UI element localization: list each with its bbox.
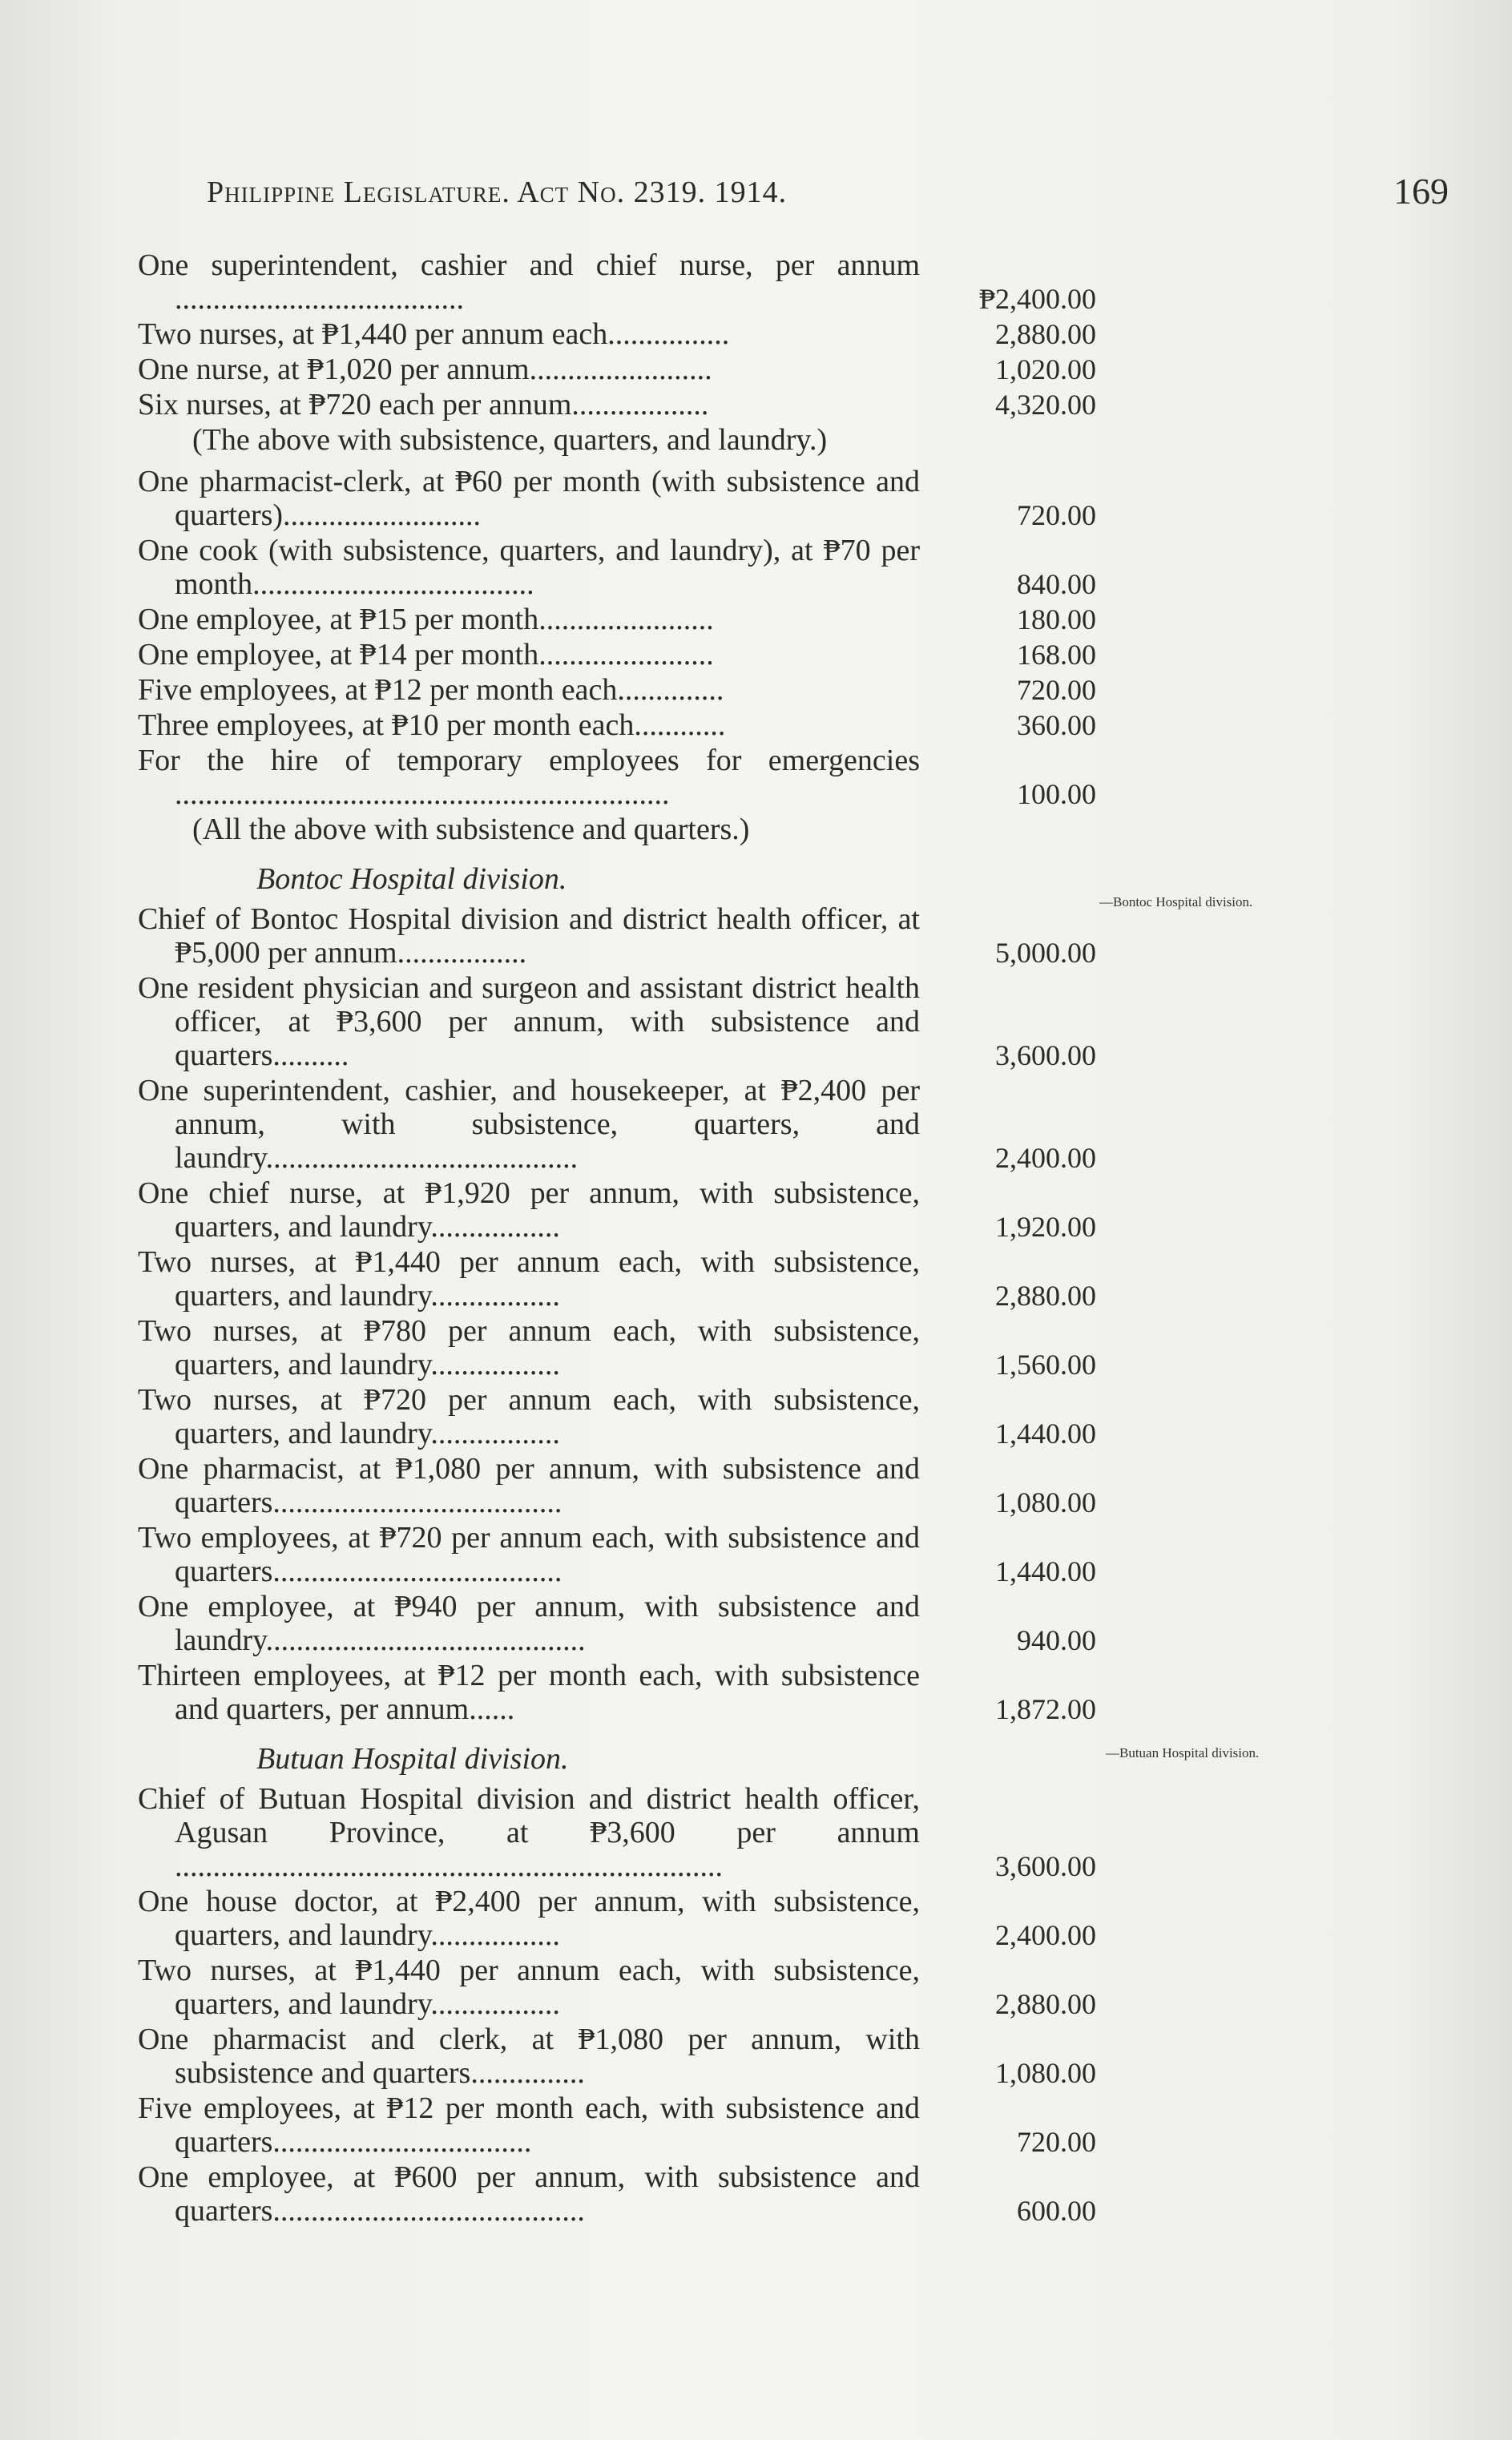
line-item — [138, 1176, 1131, 1244]
line-item-amount: ₱2,400.00 — [978, 283, 1096, 315]
line-item-description: One employee, at ₱600 per annum, with subsistence and quarters......................................... — [138, 2160, 920, 2228]
line-item — [138, 317, 1131, 351]
line-item — [138, 708, 1131, 742]
line-item-amount: 720.00 — [1017, 674, 1096, 706]
line-item — [138, 1782, 1131, 1883]
line-item-amount: 940.00 — [1017, 1624, 1096, 1656]
line-item — [138, 1659, 1131, 1726]
line-item — [138, 1590, 1131, 1657]
line-item — [138, 388, 1131, 421]
line-item — [138, 673, 1131, 707]
line-item — [138, 353, 1131, 386]
line-item-description: Two employees, at ₱720 per annum each, with subsistence and quarters...................................... — [138, 1521, 920, 1588]
section-heading-bontoc: Bontoc Hospital division. — [256, 862, 567, 896]
line-item-description: Chief of Butuan Hospital division and district health officer, Agusan Province, at ₱3,600 per annum ........................................................................ — [138, 1782, 920, 1883]
line-item — [138, 744, 1131, 811]
line-item-description: One pharmacist-clerk, at ₱60 per month (with subsistence and quarters).......................... — [138, 465, 920, 532]
line-item-description: Five employees, at ₱12 per month each, with subsistence and quarters.................................. — [138, 2091, 920, 2159]
line-item-description: Thirteen employees, at ₱12 per month each, with subsistence and quarters, per annum...... — [138, 1659, 920, 1726]
margin-note-bontoc: —Bontoc Hospital division. — [1099, 894, 1253, 909]
line-item-description: Two nurses, at ₱780 per annum each, with subsistence, quarters, and laundry................. — [138, 1314, 920, 1381]
line-item-description: One pharmacist and clerk, at ₱1,080 per annum, with subsistence and quarters............... — [138, 2023, 920, 2090]
line-item-description: One pharmacist, at ₱1,080 per annum, with subsistence and quarters...................................... — [138, 1452, 920, 1519]
line-item-amount: 1,020.00 — [995, 353, 1096, 385]
line-item — [138, 1245, 1131, 1313]
line-item-amount: 720.00 — [1017, 499, 1096, 531]
parenthetical-note: (The above with subsistence, quarters, and laundry.) — [192, 423, 828, 457]
line-item-amount: 2,400.00 — [995, 1142, 1096, 1174]
section-heading-butuan: Butuan Hospital division. — [256, 1742, 569, 1776]
line-item-amount: 1,080.00 — [995, 1486, 1096, 1518]
line-item — [138, 2091, 1131, 2159]
line-item-description: One house doctor, at ₱2,400 per annum, with subsistence, quarters, and laundry................. — [138, 1885, 920, 1952]
line-item-amount: 840.00 — [1017, 568, 1096, 600]
line-item-amount: 3,600.00 — [995, 1039, 1096, 1071]
line-item-amount: 100.00 — [1017, 778, 1096, 810]
line-item-amount: 2,400.00 — [995, 1919, 1096, 1951]
line-item-description: Six nurses, at ₱720 each per annum.................. — [138, 388, 709, 421]
line-item-description: Two nurses, at ₱720 per annum each, with subsistence, quarters, and laundry................. — [138, 1383, 920, 1450]
line-item-amount: 1,440.00 — [995, 1418, 1096, 1450]
page-number: 169 — [1393, 171, 1449, 212]
line-item — [138, 902, 1131, 970]
line-item — [138, 1314, 1131, 1381]
line-item — [138, 1074, 1131, 1175]
line-item-amount: 1,872.00 — [995, 1693, 1096, 1725]
line-item-description: One cook (with subsistence, quarters, and laundry), at ₱70 per month..................................... — [138, 534, 920, 601]
line-item — [138, 2023, 1131, 2090]
line-item-description: One superintendent, cashier, and housekeeper, at ₱2,400 per annum, with subsistence, quarters, and laundry......................................... — [138, 1074, 920, 1175]
line-item-amount: 168.00 — [1017, 639, 1096, 671]
line-item-amount: 2,880.00 — [995, 1988, 1096, 2020]
line-item-amount: 4,320.00 — [995, 389, 1096, 421]
line-item-description: For the hire of temporary employees for emergencies ................................................................. — [138, 744, 920, 811]
line-item-amount: 1,560.00 — [995, 1349, 1096, 1381]
line-item-description: One chief nurse, at ₱1,920 per annum, with subsistence, quarters, and laundry................. — [138, 1176, 920, 1244]
line-item-description: Two nurses, at ₱1,440 per annum each................ — [138, 317, 730, 351]
line-item-amount: 1,080.00 — [995, 2057, 1096, 2089]
line-item — [138, 465, 1131, 532]
line-item-description: One resident physician and surgeon and assistant district health officer, at ₱3,600 per annum, with subsistence and quarters.......... — [138, 971, 920, 1072]
line-item-amount: 720.00 — [1017, 2126, 1096, 2158]
line-item-description: Five employees, at ₱12 per month each.............. — [138, 673, 724, 707]
line-item-amount: 2,880.00 — [995, 318, 1096, 350]
line-item-description: One superintendent, cashier and chief nurse, per annum ...................................... — [138, 248, 920, 316]
running-title: Philippine Legislature. Act No. 2319. 1914. — [207, 175, 788, 209]
line-item — [138, 1521, 1131, 1588]
line-item-amount: 360.00 — [1017, 709, 1096, 741]
page-header — [207, 171, 1449, 223]
line-item — [138, 2160, 1131, 2228]
line-item-description: Chief of Bontoc Hospital division and district health officer, at ₱5,000 per annum................. — [138, 902, 920, 970]
line-item-amount: 1,920.00 — [995, 1211, 1096, 1243]
line-item-description: Two nurses, at ₱1,440 per annum each, with subsistence, quarters, and laundry................. — [138, 1245, 920, 1313]
line-item-description: Two nurses, at ₱1,440 per annum each, with subsistence, quarters, and laundry................. — [138, 1954, 920, 2021]
margin-note-butuan: —Butuan Hospital division. — [1106, 1745, 1260, 1760]
line-item — [138, 971, 1131, 1072]
line-item — [138, 638, 1131, 672]
line-item-description: Three employees, at ₱10 per month each............ — [138, 708, 726, 742]
line-item-amount: 5,000.00 — [995, 937, 1096, 969]
line-item-amount: 180.00 — [1017, 603, 1096, 635]
line-item — [138, 1383, 1131, 1450]
line-item-amount: 2,880.00 — [995, 1280, 1096, 1312]
parenthetical-note: (All the above with subsistence and quarters.) — [192, 813, 750, 846]
line-item-description: One employee, at ₱940 per annum, with subsistence and laundry.......................................... — [138, 1590, 920, 1657]
line-item — [138, 1885, 1131, 1952]
line-item-amount: 1,440.00 — [995, 1555, 1096, 1587]
line-item-description: One employee, at ₱14 per month....................... — [138, 638, 714, 672]
line-item — [138, 248, 1131, 316]
line-item-description: One employee, at ₱15 per month....................... — [138, 603, 714, 636]
line-item — [138, 534, 1131, 601]
appropriation-list — [138, 248, 1131, 2229]
line-item-description: One nurse, at ₱1,020 per annum........................ — [138, 353, 712, 386]
line-item-amount: 600.00 — [1017, 2195, 1096, 2227]
line-item — [138, 1452, 1131, 1519]
line-item — [138, 1954, 1131, 2021]
line-item — [138, 603, 1131, 636]
line-item-amount: 3,600.00 — [995, 1850, 1096, 1882]
